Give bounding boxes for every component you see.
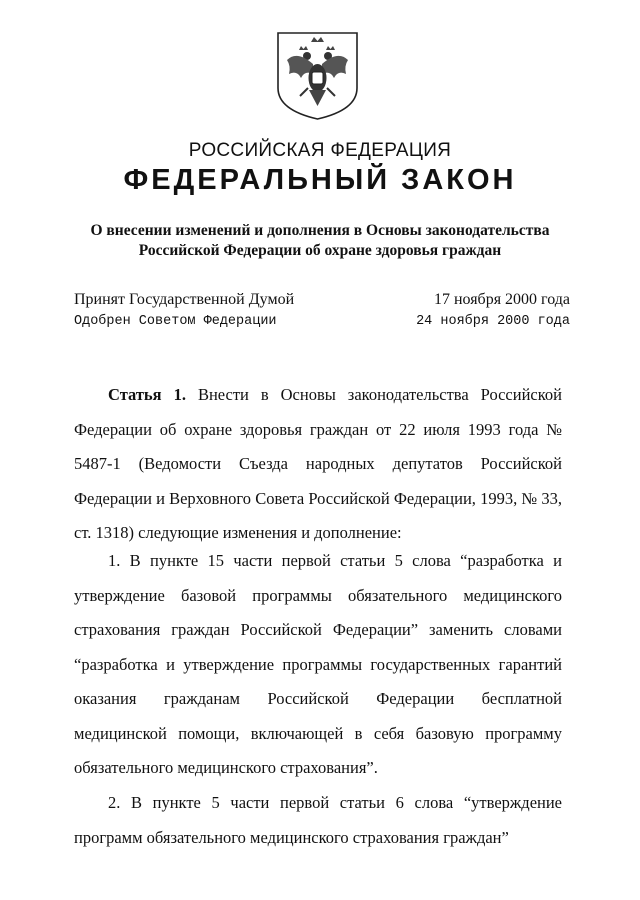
duma-date: 17 ноября 2000 года bbox=[433, 291, 570, 308]
amendment-item-1: 1. В пункте 15 части первой статьи 5 слова “разработка и утверждение базовой программы обязательного медицинского страхования граждан Российской Федерации” заменить словами “разработка и утверждение программы государственных гарантий оказания гражданам Российской Федерации бесплатной медицинской помощи, включающей в себя базовую программу обязательного медицинского страхования”. bbox=[74, 551, 562, 777]
council-date: 24 ноября 2000 года bbox=[416, 314, 570, 329]
document-type: ФЕДЕРАЛЬНЫЙ ЗАКОН bbox=[123, 164, 517, 196]
amendment-item-2: 2. В пункте 5 части первой статьи 6 слова “утверждение программ обязательного медицинского страхования граждан” bbox=[74, 793, 562, 847]
duma-label: Принят Государственной Думой bbox=[74, 291, 295, 308]
article-heading: Статья 1. bbox=[108, 385, 186, 404]
law-title bbox=[60, 221, 580, 261]
law-title-line-1: О внесении изменений и дополнения в Основы законодательства bbox=[90, 222, 550, 239]
council-label: Одобрен Советом Федерации bbox=[74, 314, 277, 329]
law-title-line-2: Российской Федерации об охране здоровья граждан bbox=[138, 242, 502, 259]
article-text: Внести в Основы законодательства Российской Федерации об охране здоровья граждан от 22 июля 1993 года № 5487-1 (Ведомости Съезда народных депутатов Российской Федерации и Верховного Совета Российской Федерации, 1993, № 33, ст. 1318) следующие изменения и дополнение: bbox=[74, 385, 562, 542]
double-headed-eagle-icon bbox=[275, 30, 360, 122]
country-name: РОССИЙСКАЯ ФЕДЕРАЦИЯ bbox=[188, 140, 452, 161]
article-1-paragraph bbox=[74, 378, 562, 551]
state-emblem bbox=[275, 30, 360, 122]
